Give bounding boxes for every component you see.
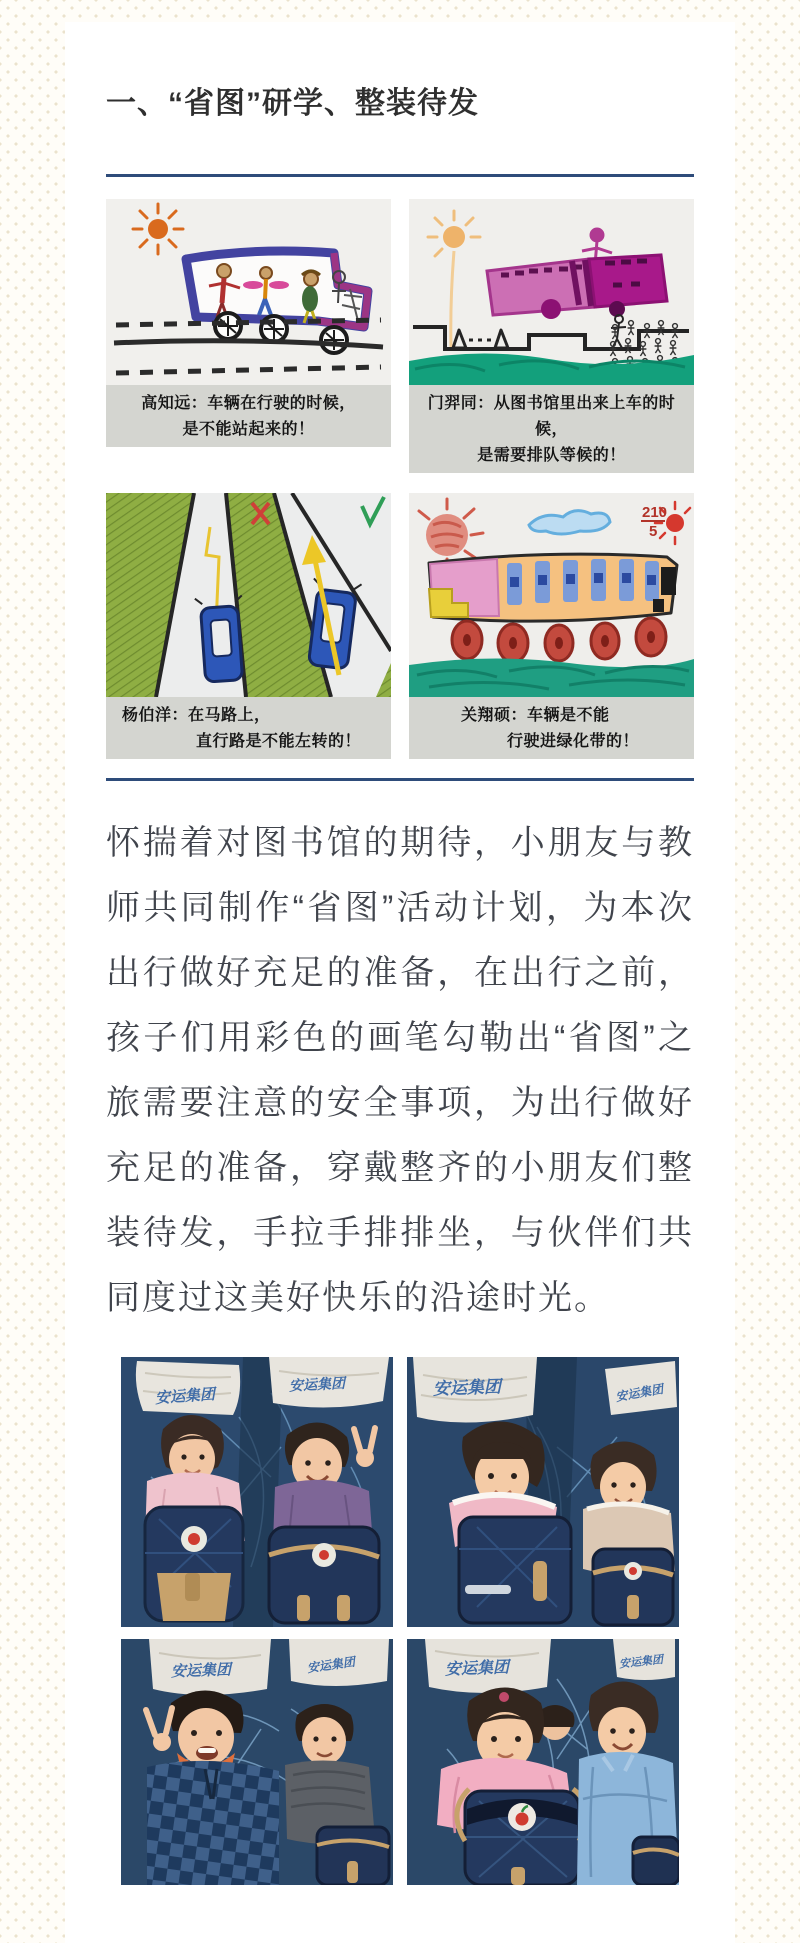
svg-text:安运集团: 安运集团 [614,1381,665,1405]
photo-kids-bus-3[interactable] [121,1639,393,1885]
article-card [65,22,735,1943]
seat-cover [269,1357,389,1408]
bus-drawing [429,554,677,621]
backpack [633,1837,679,1885]
drawing-caption-2: 门羿同：从图书馆里出来上车的时候， 是需要排队等候的！ [409,385,694,473]
drawing-image-long-bus[interactable] [409,493,694,697]
seat-cover [136,1361,240,1415]
svg-text:安运集团: 安运集团 [306,1654,356,1676]
backpack [145,1507,243,1621]
seat-cover [149,1639,271,1695]
seat-cover [613,1639,675,1680]
drawing-figure-1[interactable] [106,199,391,473]
svg-text:安运集团: 安运集团 [288,1376,346,1395]
children-drawings-grid [106,199,694,759]
photo-kids-bus-1[interactable] [121,1357,393,1627]
svg-text:安运集团: 安运集团 [170,1662,232,1681]
drawing-figure-4[interactable] [409,493,694,759]
drawing-image-bus-standing[interactable] [106,199,391,385]
photo-kids-bus-4[interactable] [407,1639,679,1885]
svg-text:210: 210 [642,504,668,521]
seat-cover [425,1639,551,1693]
drawing-caption-1: 高知远：车辆在行驶的时候， 是不能站起来的！ [106,385,391,447]
article-paragraph: 怀揣着对图书馆的期待，小朋友与教师共同制作“省图”活动计划，为本次出行做好充足的准备，在出行之前，孩子们用彩色的画笔勾勒出“省图”之旅需要注意的安全事项，为出行做好充足的准备，穿戴整齐的小朋友们整装待发，手拉手排排坐，与伙伴们共同度过这美好快乐的沿途时光。 [106,824,694,1317]
svg-text:5: 5 [649,523,658,540]
seat-cover [289,1639,389,1686]
photo-kids-bus-2[interactable] [407,1357,679,1627]
sun-icon [133,204,183,254]
backpack [459,1517,571,1623]
drawing-figure-2[interactable] [409,199,694,473]
backpack [593,1549,673,1625]
drawing-image-roads[interactable] [106,493,391,697]
drawing-caption-4: 关翔硕：车辆是不能 行驶进绿化带的！ [409,697,694,759]
section-title: 一、“省图”研学、整装待发 [106,87,479,120]
backpack-apple-badge [457,1789,587,1885]
divider-top [106,174,694,177]
seat-cover [605,1361,677,1415]
svg-text:安运集团: 安运集团 [444,1659,510,1679]
bus-photos-grid [121,1357,679,1885]
divider-middle [106,778,694,781]
svg-text:安运集团: 安运集团 [432,1377,502,1399]
drawing-figure-3[interactable] [106,493,391,759]
svg-text:安运集团: 安运集团 [618,1653,664,1671]
svg-text:安运集团: 安运集团 [154,1386,216,1408]
drawing-caption-3: 杨伯洋：在马路上， 直行路是不能左转的！ [106,697,391,759]
backpack [269,1527,379,1623]
drawing-image-queue[interactable] [409,199,694,385]
backpack [317,1827,389,1885]
seat-cover [413,1357,537,1423]
